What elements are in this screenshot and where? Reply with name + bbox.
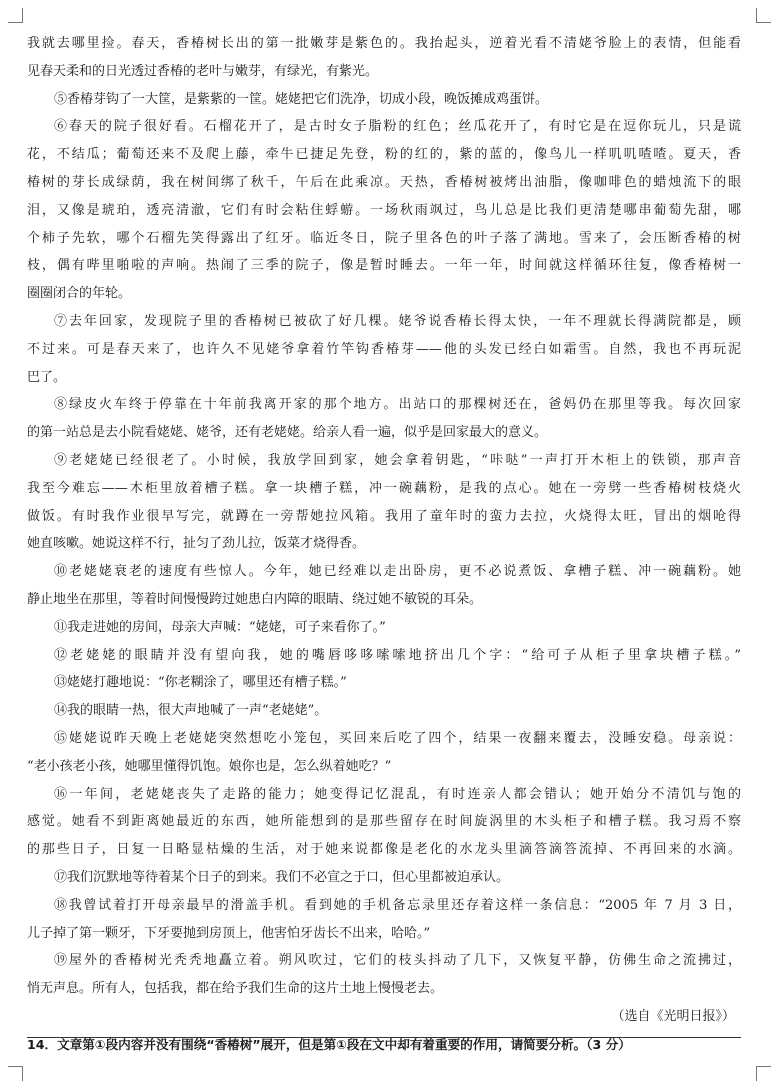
text-line: ⑫老姥姥的眼睛并没有望向我，她的嘴唇哆哆嗦嗦地挤出几个字：“给可子从柜子里拿块槽子糕。” xyxy=(54,647,741,663)
text-line: 我就去哪里捡。春天，香椿树长出的第一批嫩芽是紫色的。我抬起头，逆着光看不清姥爷脸上的表情，但能看 xyxy=(27,36,741,51)
text-line: 花，不结瓜；葡萄还来不及爬上藤，牵牛已捷足先登，粉的红的，紫的蓝的，像鸟儿一样叽叽喳喳。夏天，香 xyxy=(27,147,741,163)
text-line: 见春天柔和的日光透过香椿的老叶与嫩芽，有绿光，有紫光。 xyxy=(27,63,379,79)
text-line: 泪，又像是琥珀，透亮清澈，它们有时会粘住蜉蝣。一场秋雨飒过，鸟儿总是比我们更清楚哪串葡萄先甜，哪 xyxy=(27,202,741,218)
text-line: 我至今难忘——木柜里放着槽子糕。拿一块槽子糕，冲一碗藕粉，是我的点心。她在一旁劈一些香椿树枝烧火 xyxy=(27,480,741,496)
text-line: 静止地坐在那里，等着时间慢慢跨过她患白内障的眼睛、绕过她不敏锐的耳朵。 xyxy=(27,591,483,607)
text-line: 悄无声息。所有人，包括我，都在给予我们生命的这片土地上慢慢老去。 xyxy=(27,981,444,997)
text-line: 枝，偶有哔里啪啦的声响。热闹了三季的院子，像是暂时睡去。一年一年，时间就这样循环往复，像香椿树一 xyxy=(27,258,741,274)
text-line: ⑯一年间，老姥姥丧失了走路的能力；她变得记忆混乱，有时连亲人都会错认；她开始分不清饥与饱的 xyxy=(54,786,741,802)
text-line: ⑭我的眼睛一热，很大声地喊了一声“老姥姥”。 xyxy=(54,703,328,719)
text-line: ⑨老姥姥已经很老了。小时候，我放学回到家，她会拿着钥匙，“咔哒”一声打开木柜上的铁锁，那声音 xyxy=(54,452,741,468)
answer-line[interactable] xyxy=(27,1037,741,1038)
crop-mark-top-right xyxy=(756,8,771,23)
text-line: ⑮姥姥说昨天晚上老姥姥突然想吃小笼包，买回来后吃了四个，结果一夜翻来覆去，没睡安稳。母亲说： xyxy=(54,730,741,746)
text-line: ⑧绿皮火车终于停靠在十年前我离开家的那个地方。出站口的那棵树还在，爸妈仍在那里等我。每次回家 xyxy=(54,397,741,413)
text-line: 的那些日子，日复一日略显枯燥的生活，对于她来说都像是老化的水龙头里滴答滴答流掉、不再回来的水滴。 xyxy=(27,842,741,858)
source-attribution: （选自《光明日报》） xyxy=(611,1008,735,1024)
text-line: ⑰我们沉默地等待着某个日子的到来。我们不必宣之于口，但心里都被迫承认。 xyxy=(54,869,510,885)
text-line: 圈圈闭合的年轮。 xyxy=(27,286,132,302)
crop-mark-bottom-left xyxy=(8,1066,23,1081)
text-line: 的第一站总是去小院看姥姥、姥爷，还有老姥姥。给亲人看一遍，似乎是回家最大的意义。 xyxy=(27,425,548,441)
text-line: 椿树的芽长成绿荫，我在树间绑了秋千，午后在此乘凉。天热，香椿树被烤出油脂，像咖啡色的蜡烛流下的眼 xyxy=(27,174,741,190)
text-line: ⑬姥姥打趣地说：“你老糊涂了，哪里还有槽子糕。” xyxy=(54,675,347,691)
text-line: “老小孩老小孩，她哪里懂得饥饱。娘你也是，怎么纵着她吃？” xyxy=(27,758,392,774)
text-line: ⑲屋外的香椿树光秃秃地矗立着。朔风吹过，它们的枝头抖动了几下，又恢复平静，仿佛生命之流拂过， xyxy=(54,953,741,969)
article-lines xyxy=(27,30,741,1003)
text-line: 不过来。可是春天来了，也许久不见姥爷拿着竹竿钩香椿芽——他的头发已经白如霜雪。自然，我也不再玩泥 xyxy=(27,341,741,357)
text-line: ⑱我曾试着打开母亲最早的滑盖手机。看到她的手机备忘录里还存着这样一条信息：“2005 年 7 月 3 日， xyxy=(54,897,741,913)
text-line: ⑦去年回家，发现院子里的香椿树已被砍了好几棵。姥爷说香椿长得太快，一年不理就长得满院都是，顾 xyxy=(54,313,741,329)
crop-mark-bottom-right xyxy=(756,1066,771,1081)
text-line: 她直咳嗽。她说这样不行，扯匀了劲儿拉，饭菜才烧得香。 xyxy=(27,536,366,552)
text-line: 巴了。 xyxy=(27,369,67,385)
text-line: 个柿子先软，哪个石榴先笑得露出了红牙。临近冬日，院子里各色的叶子落了满地。雪来了，会压断香椿的树 xyxy=(27,230,741,246)
text-line: ⑤香椿芽钩了一大筐，是紫紫的一筐。姥姥把它们洗净，切成小段，晚饭摊成鸡蛋饼。 xyxy=(54,91,549,107)
text-line: ⑥春天的院子很好看。石榴花开了，是古时女子脂粉的红色；丝瓜花开了，有时它是在逗你玩儿，只是谎 xyxy=(54,119,741,135)
question-14: 14．文章第①段内容并没有围绕“香椿树”展开，但是第①段在文中却有着重要的作用，请简要分析。（3 分） xyxy=(27,1036,631,1052)
text-line: 感觉。她看不到距离她最近的东西，她所能想到的是那些留存在时间旋涡里的木头柜子和槽子糕。我习焉不察 xyxy=(27,814,741,830)
crop-mark-top-left xyxy=(8,8,23,23)
text-line: 儿子掉了第一颗牙，下牙要抛到房顶上，他害怕牙齿长不出来，哈哈。” xyxy=(27,925,431,941)
text-line: 做饭。有时我作业很早写完，就蹲在一旁帮她拉风箱。我用了童年时的蛮力去拉，火烧得太旺，冒出的烟呛得 xyxy=(27,508,741,524)
text-line: ⑪我走进她的房间，母亲大声喊：“姥姥，可子来看你了。” xyxy=(54,619,386,635)
article-body xyxy=(27,30,741,1058)
text-line: ⑩老姥姥衰老的速度有些惊人。今年，她已经难以走出卧房，更不必说煮饭、拿槽子糕、冲一碗藕粉。她 xyxy=(54,564,741,580)
